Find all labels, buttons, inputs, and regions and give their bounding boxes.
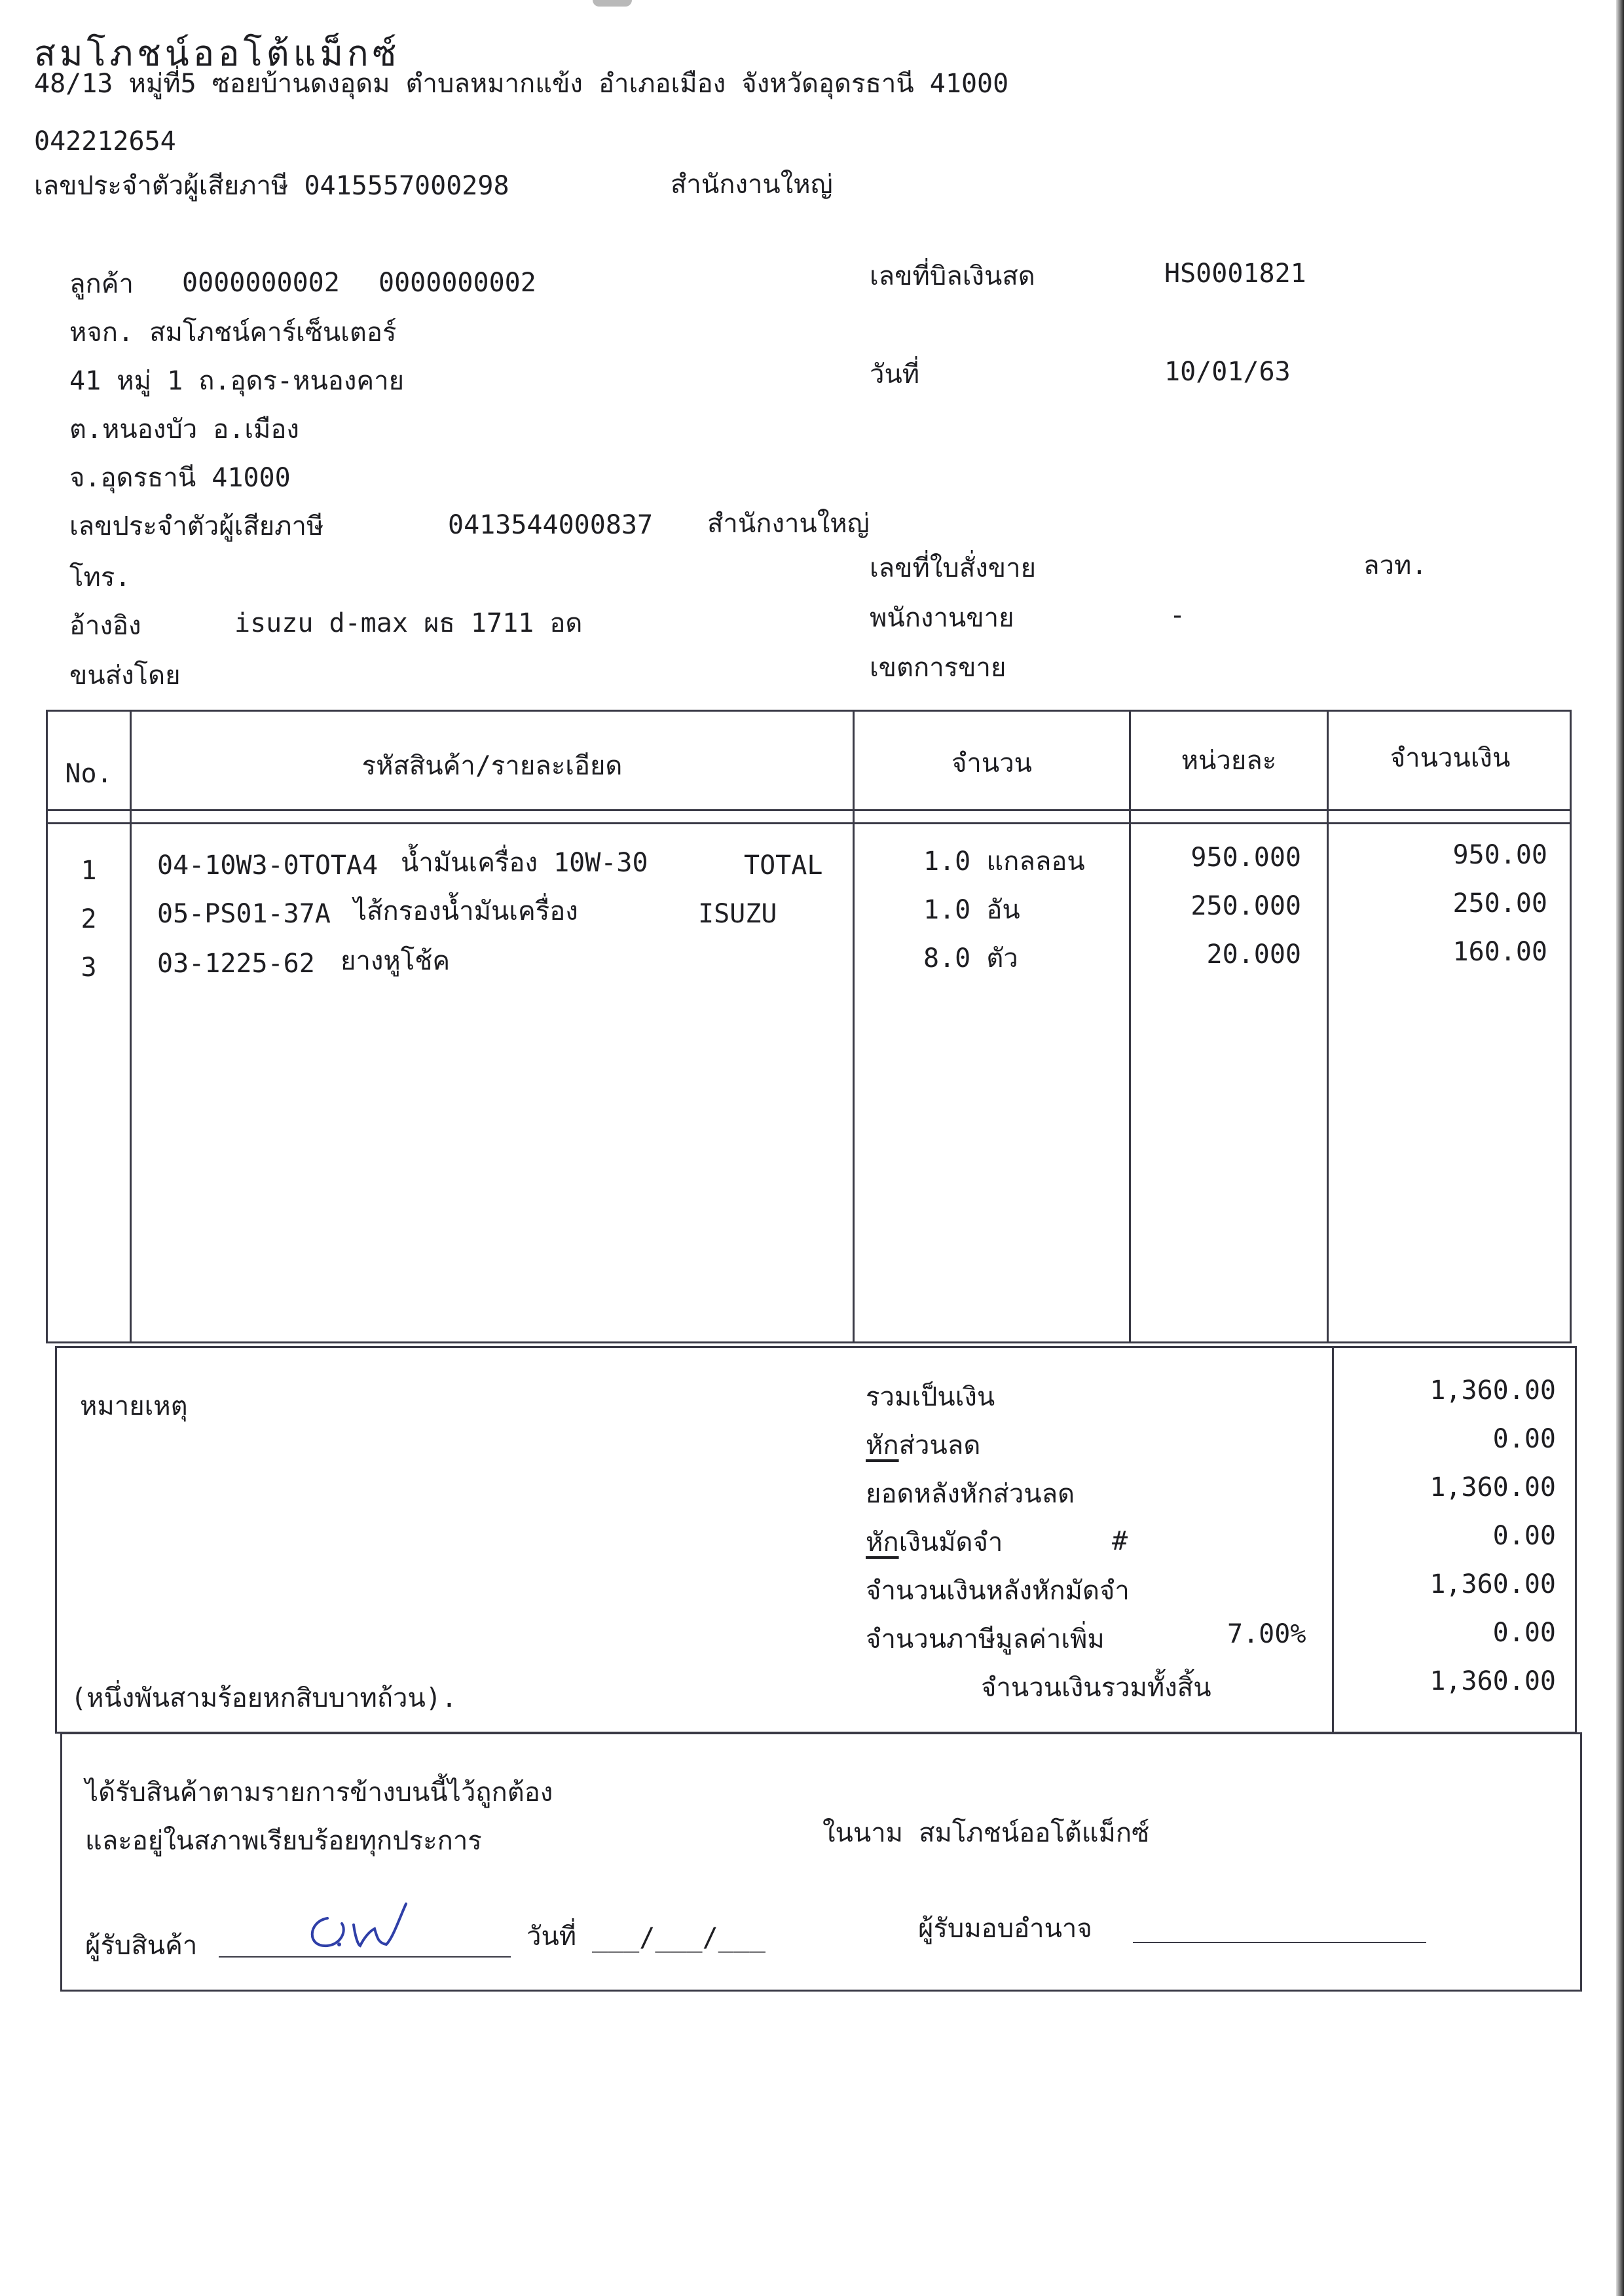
grand-total-label: จำนวนเงินรวมทั้งสิ้น (981, 1673, 1211, 1703)
customer-label: ลูกค้า (69, 269, 134, 299)
customer-code-2: 0000000002 (378, 268, 536, 298)
salesperson-value: - (1170, 600, 1186, 630)
sales-area-label: เขตการขาย (870, 653, 1006, 683)
row-item-brand: ISUZU (698, 899, 777, 929)
receiver-label: ผู้รับสินค้า (85, 1931, 198, 1961)
row-item-brand: TOTAL (744, 850, 823, 881)
row-unit-price: 950.000 (1190, 843, 1301, 873)
subtotal-label: รวมเป็นเงิน (866, 1382, 995, 1412)
discount-label: ส่วนลด (898, 1430, 981, 1461)
bill-date-label: วันที่ (870, 359, 920, 390)
scan-smudge (593, 0, 632, 7)
after-discount-label: ยอดหลังหักส่วนลด (866, 1479, 1075, 1509)
row-amount: 250.00 (1452, 888, 1547, 919)
row-item-code: 04-10W3-0TOTA4 (157, 850, 378, 881)
reference-label: อ้างอิง (69, 611, 141, 641)
authorized-signature-line (1133, 1942, 1426, 1943)
table-header-bottom-border (46, 809, 1572, 811)
sales-order-value: ลวท. (1363, 551, 1428, 581)
remark-label: หมายเหตุ (80, 1391, 188, 1421)
row-qty: 1.0 แกลลอน (923, 847, 1085, 877)
items-table (46, 710, 1572, 1343)
authorized-label: ผู้รับมอบอำนาจ (918, 1914, 1092, 1944)
table-body-top-border (46, 822, 1572, 824)
vat-label: จำนวนภาษีมูลค่าเพิ่ม (866, 1624, 1105, 1654)
scan-edge-right (1616, 0, 1624, 2296)
company-tax-id: เลขประจำตัวผู้เสียภาษี 0415557000298 (34, 171, 509, 201)
salesperson-label: พนักงานขาย (870, 603, 1014, 633)
company-phone: 042212654 (34, 126, 176, 156)
customer-address-2: ต.หนองบัว อ.เมือง (69, 414, 299, 445)
receive-date-label: วันที่ (526, 1922, 577, 1952)
bill-number: HS0001821 (1164, 259, 1306, 289)
discount-value: 0.00 (1492, 1424, 1556, 1454)
row-item-code: 03-1225-62 (157, 949, 315, 979)
signature-box (60, 1732, 1582, 1992)
bill-number-label: เลขที่บิลเงินสด (870, 261, 1035, 291)
customer-branch: สำนักงานใหญ่ (707, 509, 870, 539)
subtotal-value: 1,360.00 (1430, 1376, 1556, 1406)
summary-divider (1332, 1346, 1334, 1734)
vat-rate: 7.00% (1227, 1619, 1306, 1649)
after-deposit-label: จำนวนเงินหลังหักมัดจำ (866, 1576, 1130, 1606)
customer-address-1: 41 หมู่ 1 ถ.อุดร-หนองคาย (69, 366, 405, 396)
row-qty: 1.0 อัน (923, 895, 1020, 925)
received-line-2: และอยู่ในสภาพเรียบร้อยทุกประการ (85, 1826, 482, 1856)
vat-value: 0.00 (1492, 1618, 1556, 1648)
deposit-label-row (866, 1529, 1003, 1556)
row-no: 3 (81, 953, 97, 983)
customer-address-3: จ.อุดรธานี 41000 (69, 463, 291, 493)
customer-code-1: 0000000002 (182, 268, 340, 298)
row-unit-price: 250.000 (1190, 891, 1301, 921)
customer-tax-id-label: เลขประจำตัวผู้เสียภาษี (69, 511, 324, 541)
row-qty: 8.0 ตัว (923, 943, 1018, 974)
row-item-desc: ไส้กรองน้ำมันเครื่อง (354, 896, 578, 926)
row-item-code: 05-PS01-37A (157, 899, 331, 929)
amount-in-words: (หนึ่งพันสามร้อยหกสิบบาทถ้วน). (71, 1683, 458, 1713)
header-qty: จำนวน (951, 748, 1033, 778)
row-unit-price: 20.000 (1206, 939, 1301, 970)
col-divider-price (1327, 710, 1329, 1343)
deposit-label: เงินมัดจำ (898, 1527, 1003, 1558)
receiver-signature (301, 1892, 419, 1958)
header-amount: จำนวนเงิน (1390, 743, 1511, 773)
sales-order-label: เลขที่ใบสั่งขาย (870, 553, 1037, 583)
header-no: No. (65, 759, 113, 789)
customer-name: หจก. สมโภชน์คาร์เซ็นเตอร์ (69, 318, 397, 348)
customer-phone-label: โทร. (69, 562, 131, 592)
customer-tax-id: 0413544000837 (448, 510, 654, 540)
deposit-value: 0.00 (1492, 1521, 1556, 1551)
grand-total-value: 1,360.00 (1430, 1666, 1556, 1696)
row-item-desc: ยางหูโช้ค (341, 946, 451, 976)
deposit-hash: # (1112, 1526, 1128, 1556)
row-item-desc: น้ำมันเครื่อง 10W-30 (401, 848, 648, 878)
row-amount: 950.00 (1452, 840, 1547, 870)
receive-date-blank: ___/___/___ (592, 1923, 766, 1953)
deposit-prefix: หัก (866, 1527, 899, 1558)
after-deposit-value: 1,360.00 (1430, 1569, 1556, 1599)
company-name: สมโภชน์ออโต้แม็กซ์ (34, 33, 401, 74)
col-divider-no (130, 710, 132, 1343)
header-item: รหัสสินค้า/รายละเอียด (361, 751, 623, 781)
company-address: 48/13 หมู่ที่5 ซอยบ้านดงอุดม ตำบลหมากแข้ง อำเภอเมือง จังหวัดอุดรธานี 41000 (34, 69, 1009, 99)
col-divider-item (853, 710, 855, 1343)
ship-by-label: ขนส่งโดย (69, 661, 181, 691)
company-branch: สำนักงานใหญ่ (671, 170, 833, 200)
reference-value: isuzu d-max ผธ 1711 อด (234, 608, 583, 638)
discount-prefix: หัก (866, 1430, 899, 1461)
on-behalf-text: ในนาม สมโภชน์ออโต้แม็กซ์ (822, 1818, 1150, 1848)
bill-date: 10/01/63 (1164, 357, 1291, 387)
row-no: 2 (81, 904, 97, 934)
received-line-1: ได้รับสินค้าตามรายการข้างบนนี้ไว้ถูกต้อง (85, 1777, 553, 1808)
col-divider-qty (1129, 710, 1131, 1343)
header-unit-price: หน่วยละ (1181, 746, 1277, 776)
after-discount-value: 1,360.00 (1430, 1472, 1556, 1503)
row-amount: 160.00 (1452, 937, 1547, 967)
row-no: 1 (81, 856, 97, 886)
discount-label-row (866, 1432, 980, 1459)
